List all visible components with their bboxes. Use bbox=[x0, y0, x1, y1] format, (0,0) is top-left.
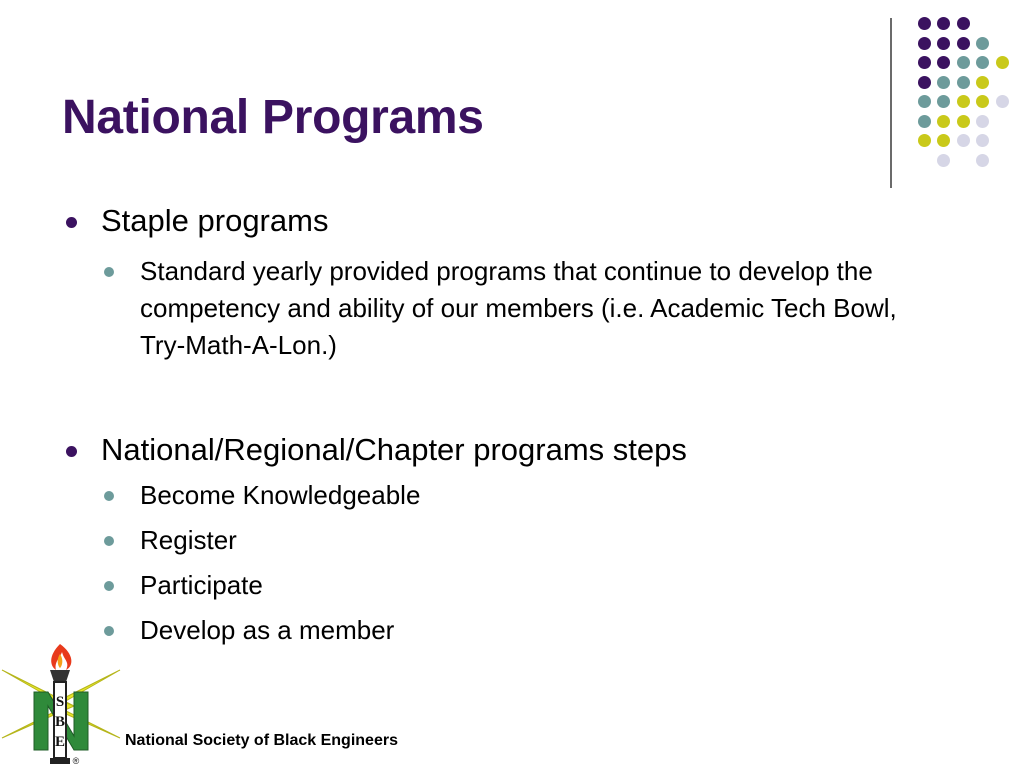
decorative-dot bbox=[918, 37, 931, 50]
decorative-dot bbox=[937, 76, 950, 89]
bullet-text: Become Knowledgeable bbox=[140, 480, 421, 510]
decorative-dot bbox=[976, 115, 989, 128]
decorative-dot bbox=[957, 115, 970, 128]
decorative-dot bbox=[976, 37, 989, 50]
bullet-text: Register bbox=[140, 525, 237, 555]
decorative-dot bbox=[918, 56, 931, 69]
bullet-level2 bbox=[64, 567, 920, 604]
section-program-steps bbox=[64, 432, 920, 649]
bullet-text: Standard yearly provided programs that continue to develop the competency and ability of our members (i.e. Academic Tech Bowl, Try-Math-A-Lon.) bbox=[140, 256, 897, 360]
decorative-dot bbox=[976, 95, 989, 108]
bullet-level1 bbox=[64, 432, 920, 468]
decorative-dot bbox=[976, 56, 989, 69]
bullet-dot-icon bbox=[66, 217, 77, 228]
decorative-dot bbox=[976, 154, 989, 167]
logo-letter-e: E bbox=[54, 734, 66, 750]
decorative-dot bbox=[957, 76, 970, 89]
decorative-dot bbox=[957, 134, 970, 147]
decorative-dot bbox=[937, 134, 950, 147]
logo-letter-s: S bbox=[55, 694, 65, 710]
bullet-text: Participate bbox=[140, 570, 263, 600]
decorative-dot bbox=[976, 134, 989, 147]
registered-mark: ® bbox=[72, 756, 80, 766]
nsbe-torch-logo-icon bbox=[0, 640, 122, 768]
bullet-dot-icon bbox=[104, 626, 114, 636]
decorative-dot bbox=[937, 17, 950, 30]
decorative-dot bbox=[937, 95, 950, 108]
decorative-dot bbox=[937, 37, 950, 50]
bullet-level2 bbox=[64, 612, 920, 649]
decorative-dot bbox=[996, 95, 1009, 108]
decorative-dot bbox=[918, 95, 931, 108]
slide-title: National Programs bbox=[62, 91, 484, 144]
bullet-dot-icon bbox=[104, 491, 114, 501]
bullet-dot-icon bbox=[104, 581, 114, 591]
bullet-level1 bbox=[64, 203, 920, 239]
decorative-dot bbox=[918, 17, 931, 30]
decorative-dot bbox=[918, 76, 931, 89]
bullet-level2 bbox=[64, 477, 920, 514]
section-staple-programs bbox=[64, 203, 920, 364]
bullet-level2 bbox=[64, 253, 920, 364]
bullet-dot-icon bbox=[104, 267, 114, 277]
bullet-level2 bbox=[64, 522, 920, 559]
bullet-text: Develop as a member bbox=[140, 615, 395, 645]
decorative-dot bbox=[976, 76, 989, 89]
decorative-dot bbox=[957, 37, 970, 50]
footer-organization-name: National Society of Black Engineers bbox=[125, 732, 398, 749]
bullet-dot-icon bbox=[66, 446, 77, 457]
decorative-dot bbox=[996, 56, 1009, 69]
decorative-dot bbox=[918, 134, 931, 147]
decorative-dot bbox=[957, 17, 970, 30]
bullet-dot-icon bbox=[104, 536, 114, 546]
bullet-text: Staple programs bbox=[101, 203, 329, 238]
decorative-dot bbox=[937, 154, 950, 167]
decorative-dot bbox=[937, 56, 950, 69]
decorative-dot bbox=[957, 95, 970, 108]
logo-letter-b: B bbox=[54, 714, 66, 730]
bullet-text: National/Regional/Chapter programs steps bbox=[101, 432, 687, 467]
decorative-dot bbox=[957, 56, 970, 69]
decorative-dot bbox=[918, 115, 931, 128]
title-divider-line bbox=[890, 18, 892, 188]
decorative-dot bbox=[937, 115, 950, 128]
